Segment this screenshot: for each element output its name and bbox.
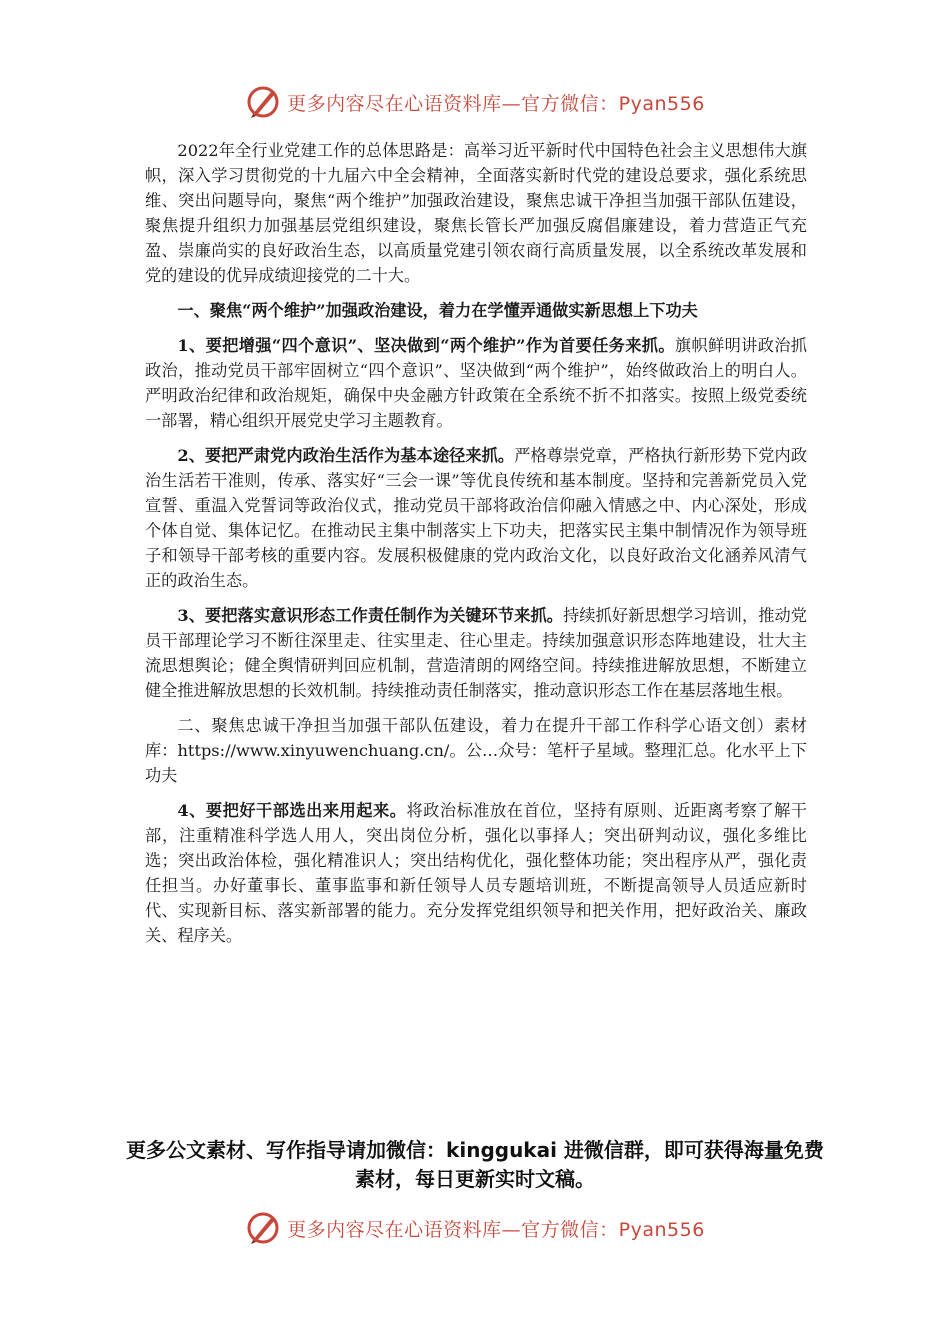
section-1-heading: 一、聚焦“两个维护”加强政治建设，着力在学懂弄通做实新思想上下功夫 <box>177 301 698 320</box>
item-2-paragraph <box>145 443 807 593</box>
pen-logo-icon <box>245 1210 281 1246</box>
footer-promo-note: 更多公文素材、写作指导请加微信：kinggukai 进微信群，即可获得海量免费素材，每日更新实时文稿。 <box>126 1138 824 1191</box>
item-3-body: 持续抓好新思想学习培训，推动党员干部理论学习不断往深里走、往实里走、往心里走。持续加强意识形态阵地建设，壮大主流思想舆论；健全舆情研判回应机制，营造清朗的网络空间。持续推进解放思想，不断建立健全推进解放思想的长效机制。持续推动责任制落实，推动意识形态工作在基层落地生根。 <box>145 606 807 700</box>
item-4-lead: 4、要把好干部选出来用起来。 <box>177 801 407 820</box>
pen-logo-icon <box>245 84 281 120</box>
item-4-body: 将政治标准放在首位，坚持有原则、近距离考察了解干部，注重精准科学选人用人，突出岗位分析，强化以事择人；突出研判动议，强化多维比选；突出政治体检，强化精准识人；突出结构优化，强化整体功能；突出程序从严，强化责任担当。办好董事长、董事监事和新任领导人员专题培训班，不断提高领导人员适应新时代、实现新目标、落实新部署的能力。充分发挥党组织领导和把关作用，把好政治关、廉政关、程序关。 <box>145 801 807 945</box>
item-1-lead: 1、要把增强“四个意识”、坚决做到“两个维护”作为首要任务来抓。 <box>177 336 675 355</box>
document-body <box>145 138 807 958</box>
item-2-lead: 2、要把严肃党内政治生活作为基本途径来抓。 <box>177 446 515 465</box>
footer-banner <box>0 1208 950 1248</box>
intro-paragraph: 2022年全行业党建工作的总体思路是：高举习近平新时代中国特色社会主义思想伟大旗帜，深入学习贯彻党的十九届六中全会精神，全面落实新时代党的建设总要求，强化系统思维、突出问题导向，聚焦“两个维护”加强政治建设，聚焦忠诚干净担当加强干部队伍建设，聚焦提升组织力加强基层党组织建设，聚焦长管长严加强反腐倡廉建设，着力营造正气充盈、崇廉尚实的良好政治生态，以高质量党建引领农商行高质量发展，以全系统改革发展和党的建设的优异成绩迎接党的二十大。 <box>145 141 807 285</box>
item-3-paragraph <box>145 603 807 703</box>
section-2-heading: 二、聚焦忠诚干净担当加强干部队伍建设，着力在提升干部工作科学心语文创）素材库：https://www.xinyuwenchuang.cn/。公…众号：笔杆子星域。整理汇总。化水平上下功夫 <box>145 716 807 785</box>
banner-text: 更多内容尽在心语资料库—官方微信：Pyan556 <box>287 1218 705 1241</box>
item-2-body: 严格尊崇党章，严格执行新形势下党内政治生活若干准则，传承、落实好“三会一课”等优良传统和基本制度。坚持和完善新党员入党宣誓、重温入党誓词等政治仪式，推动党员干部将政治信仰融入情感之中、内心深处，形成个体自觉、集体记忆。在推动民主集中制落实上下功夫，把落实民主集中制情况作为领导班子和领导干部考核的重要内容。发展积极健康的党内政治文化，以良好政治文化涵养风清气正的政治生态。 <box>145 446 808 590</box>
item-1-paragraph <box>145 333 807 433</box>
header-banner <box>0 82 950 122</box>
banner-wechat-id: Pyan556 <box>618 1218 705 1241</box>
banner-text: 更多内容尽在心语资料库—官方微信：Pyan556 <box>287 92 705 115</box>
item-3-lead: 3、要把落实意识形态工作责任制作为关键环节来抓。 <box>177 606 563 625</box>
item-1-body: 旗帜鲜明讲政治抓政治，推动党员干部牢固树立“四个意识”、坚决做到“两个维护”，始终做政治上的明白人。严明政治纪律和政治规矩，确保中央金融方针政策在全系统不折不扣落实。按照上级党委统一部署，精心组织开展党史学习主题教育。 <box>145 336 807 430</box>
item-4-paragraph <box>145 798 807 948</box>
banner-wechat-id: Pyan556 <box>618 92 705 115</box>
